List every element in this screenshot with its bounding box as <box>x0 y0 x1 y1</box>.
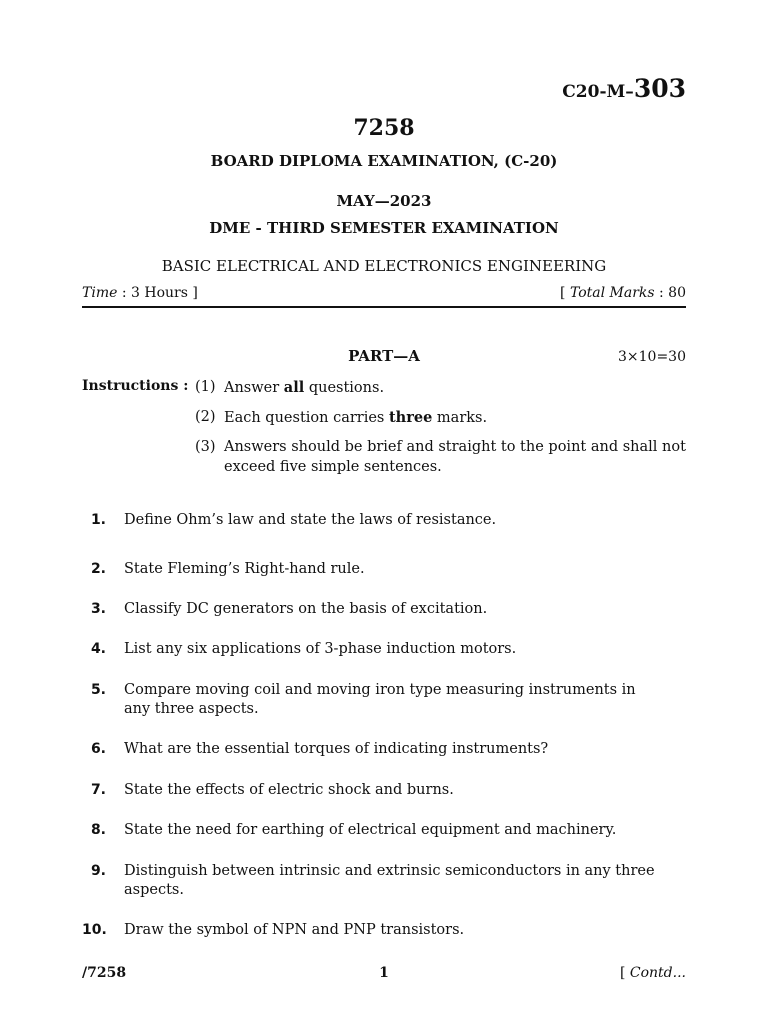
question-number: 2. <box>90 561 106 577</box>
question-text: Define Ohm’s law and state the laws of resistance. <box>124 512 497 528</box>
semester-title: DME - THIRD SEMESTER EXAMINATION <box>209 219 559 237</box>
question-number: 5. <box>90 682 106 698</box>
question-number: 6. <box>90 741 106 757</box>
footer-paper-ref: /7258 <box>82 965 127 981</box>
page-number: 1 <box>379 965 389 981</box>
header-divider <box>82 306 686 308</box>
instructions-label: Instructions : <box>82 378 189 394</box>
time-value: : 3 Hours ] <box>117 285 198 301</box>
time-label: Time <box>82 285 118 301</box>
board-title: BOARD DIPLOMA EXAMINATION, (C-20) <box>210 152 558 170</box>
paper-code-prefix: C20-M– <box>562 82 634 102</box>
exam-month-year: MAY—2023 <box>336 192 432 210</box>
total-marks-info <box>560 285 686 301</box>
footer-continued: [ Contd... <box>619 965 686 981</box>
total-marks-value: : 80 <box>654 285 686 301</box>
paper-code <box>562 74 686 103</box>
paper-code-number: 303 <box>633 74 686 103</box>
instruction-number: (3) <box>195 439 216 455</box>
question-text: Classify DC generators on the basis of excitation. <box>124 601 488 617</box>
question-text: List any six applications of 3-phase induction motors. <box>124 641 517 657</box>
question-text: Distinguish between intrinsic and extrinsic semiconductors in any three aspects. <box>124 863 655 898</box>
instruction-text: Answer all questions. <box>224 379 385 396</box>
part-title: PART—A <box>348 347 420 365</box>
question-text: State the effects of electric shock and burns. <box>124 782 454 798</box>
question-number: 3. <box>90 601 106 617</box>
instruction-number: (1) <box>195 379 216 395</box>
question-number: 8. <box>90 822 106 838</box>
question-text: State the need for earthing of electrical equipment and machinery. <box>124 822 617 838</box>
question-text: Draw the symbol of NPN and PNP transistors. <box>124 922 465 938</box>
subject-title: BASIC ELECTRICAL AND ELECTRONICS ENGINEERING <box>161 257 607 275</box>
instruction-number: (2) <box>195 409 216 425</box>
question-text: Compare moving coil and moving iron type measuring instruments in any three aspects. <box>124 682 636 717</box>
question-number: 1. <box>90 512 106 528</box>
instruction-text: Each question carries three marks. <box>224 409 488 426</box>
total-marks-label: Total Marks <box>569 285 655 301</box>
paper-number: 7258 <box>353 115 415 141</box>
time-info <box>82 285 198 301</box>
part-marks: 3×10=30 <box>618 349 686 365</box>
question-text: State Fleming’s Right-hand rule. <box>124 561 365 577</box>
question-text: What are the essential torques of indicating instruments? <box>124 741 549 757</box>
question-number: 7. <box>90 782 106 798</box>
question-number: 4. <box>90 641 106 657</box>
question-number: 10. <box>82 922 107 938</box>
total-marks-open: [ <box>560 285 570 301</box>
instruction-text: Answers should be brief and straight to the point and shall not exceed five simple sentences. <box>224 439 686 475</box>
question-number: 9. <box>90 863 106 879</box>
